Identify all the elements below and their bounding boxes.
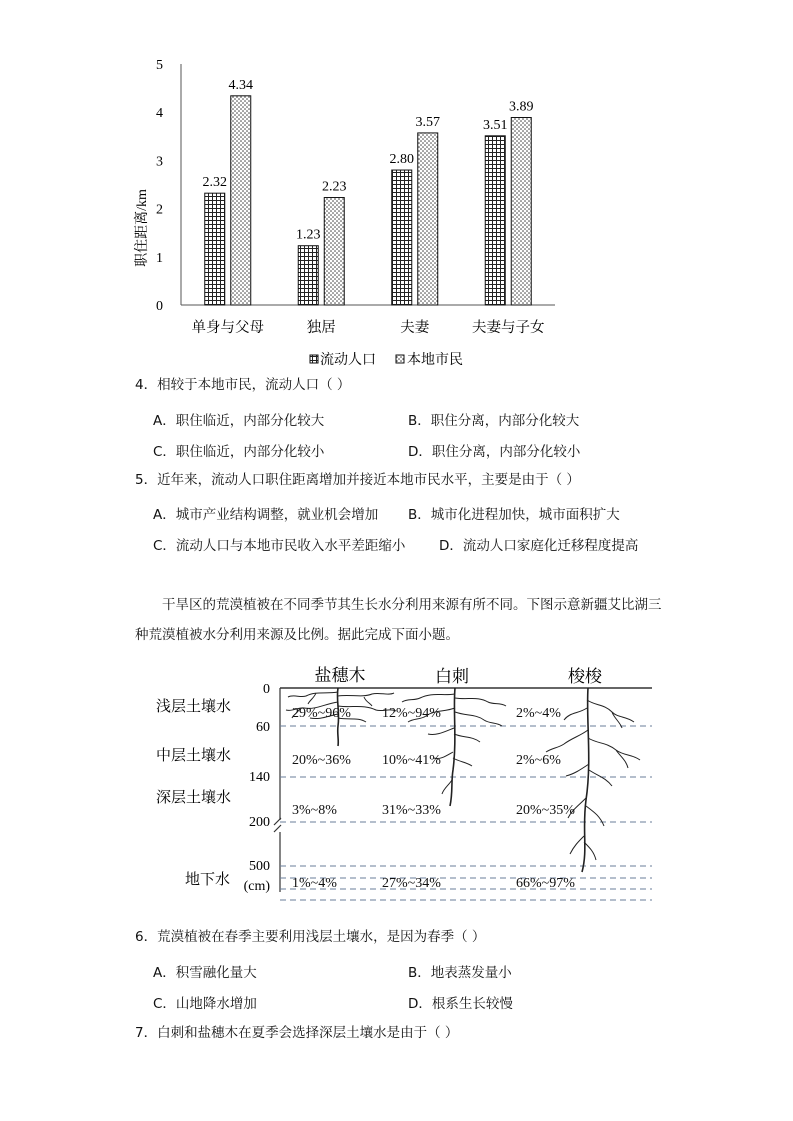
question-6-option-d: D．根系生长较慢: [408, 996, 513, 1012]
cell-deep-salicornia: 3%~8%: [292, 803, 337, 818]
legend-label-local: 本地市民: [407, 353, 463, 368]
cell-middle-salicornia: 20%~36%: [292, 753, 351, 768]
bar-value-label: 3.57: [415, 114, 440, 130]
cell-middle-nitraria: 10%~41%: [382, 753, 441, 768]
bar-value-label: 1.23: [296, 227, 321, 243]
y-axis-label: 职住距离/km: [135, 189, 150, 267]
question-4-option-b: B．职住分离，内部分化较大: [408, 413, 580, 429]
question-7-stem: 7．白刺和盐穗木在夏季会选择深层土壤水是由于（ ）: [135, 1025, 459, 1041]
question-6-stem: 6．荒漠植被在春季主要利用浅层土壤水，是因为春季（ ）: [135, 929, 486, 945]
question-6-option-c: C．山地降水增加: [153, 996, 257, 1012]
category-label: 单身与父母: [191, 320, 264, 336]
question-5-option-a: A．城市产业结构调整，就业机会增加: [153, 507, 379, 523]
bar-floating-3: [485, 136, 505, 305]
layer-label-groundwater: 地下水: [185, 872, 231, 888]
legend-swatch-local: [396, 355, 404, 363]
category-label: 独居: [306, 320, 336, 336]
bar-chart: [120, 52, 560, 377]
layer-label-shallow: 浅层土壤水: [156, 699, 232, 715]
y-tick-label: 4: [156, 106, 163, 122]
root-water-diagram: [150, 660, 660, 905]
bar-value-label: 3.89: [509, 99, 534, 115]
question-4-stem: 4．相较于本地市民，流动人口（ ）: [135, 377, 351, 393]
question-5-option-c: C．流动人口与本地市民收入水平差距缩小: [153, 538, 406, 554]
question-6-option-b: B．地表蒸发量小: [408, 965, 512, 981]
plant-header-haloxylon: 梭梭: [568, 667, 602, 686]
bar-local-3: [511, 118, 531, 305]
bar-local-0: [231, 96, 251, 305]
cell-shallow-salicornia: 29%~96%: [292, 706, 351, 721]
bar-floating-0: [205, 193, 225, 305]
question-4-option-d: D．职住分离，内部分化较小: [408, 444, 581, 460]
y-tick-label: 0: [156, 299, 163, 314]
cell-shallow-haloxylon: 2%~4%: [516, 706, 561, 721]
y-tick-label: 5: [156, 58, 163, 73]
bar-value-label: 4.34: [228, 77, 253, 93]
category-label: 夫妻: [400, 320, 430, 336]
bar-floating-2: [392, 170, 412, 305]
cell-ground-salicornia: 1%~4%: [292, 876, 337, 891]
bar-value-label: 2.32: [202, 175, 227, 191]
question-6-option-a: A．积雪融化量大: [153, 965, 257, 981]
bar-floating-1: [298, 246, 318, 305]
question-5-option-b: B．城市化进程加快，城市面积扩大: [408, 507, 620, 523]
y-tick-label: 2: [156, 202, 163, 218]
cell-shallow-nitraria: 12%~94%: [382, 706, 441, 721]
cell-deep-haloxylon: 20%~35%: [516, 803, 575, 818]
plant-header-salicornia: 盐穗木: [314, 666, 366, 685]
legend-label-floating: 流动人口: [320, 353, 376, 368]
legend: [310, 351, 463, 368]
legend-swatch-floating: [310, 355, 318, 363]
y-tick-label: 1: [156, 250, 163, 266]
y-tick-label: 3: [156, 154, 163, 170]
layer-label-deep: 深层土壤水: [156, 790, 232, 806]
category-label: 夫妻与子女: [472, 320, 545, 336]
bar-value-label: 2.23: [322, 179, 347, 195]
layer-label-middle: 中层土壤水: [156, 748, 232, 764]
bar-local-2: [418, 133, 438, 305]
depth-0: 0: [263, 682, 270, 697]
cell-ground-nitraria: 27%~34%: [382, 876, 441, 891]
depth-unit: (cm): [243, 879, 270, 894]
depth-140: 140: [249, 770, 270, 785]
bar-value-label: 3.51: [483, 117, 508, 133]
depth-500: 500: [249, 859, 270, 874]
depth-200: 200: [249, 815, 270, 830]
axis-break-mark: [274, 818, 281, 832]
intro-paragraph: 干旱区的荒漠植被在不同季节其生长水分利用来源有所不同。下图示意新疆艾比湖三种荒漠植被水分利用来源及比例。据此完成下面小题。: [135, 597, 662, 643]
question-4-option-c: C．职住临近，内部分化较小: [153, 444, 325, 460]
cell-deep-nitraria: 31%~33%: [382, 803, 441, 818]
depth-60: 60: [256, 720, 270, 735]
question-4-option-a: A．职住临近，内部分化较大: [153, 413, 325, 429]
bar-local-1: [324, 198, 344, 305]
cell-middle-haloxylon: 2%~6%: [516, 753, 561, 768]
plant-header-nitraria: 白刺: [435, 667, 469, 686]
question-5-stem: 5．近年来，流动人口职住距离增加并接近本地市民水平，主要是由于（ ）: [135, 472, 580, 488]
bar-value-label: 2.80: [389, 152, 414, 168]
question-5-option-d: D．流动人口家庭化迁移程度提高: [439, 538, 639, 554]
cell-ground-haloxylon: 66%~97%: [516, 876, 575, 891]
